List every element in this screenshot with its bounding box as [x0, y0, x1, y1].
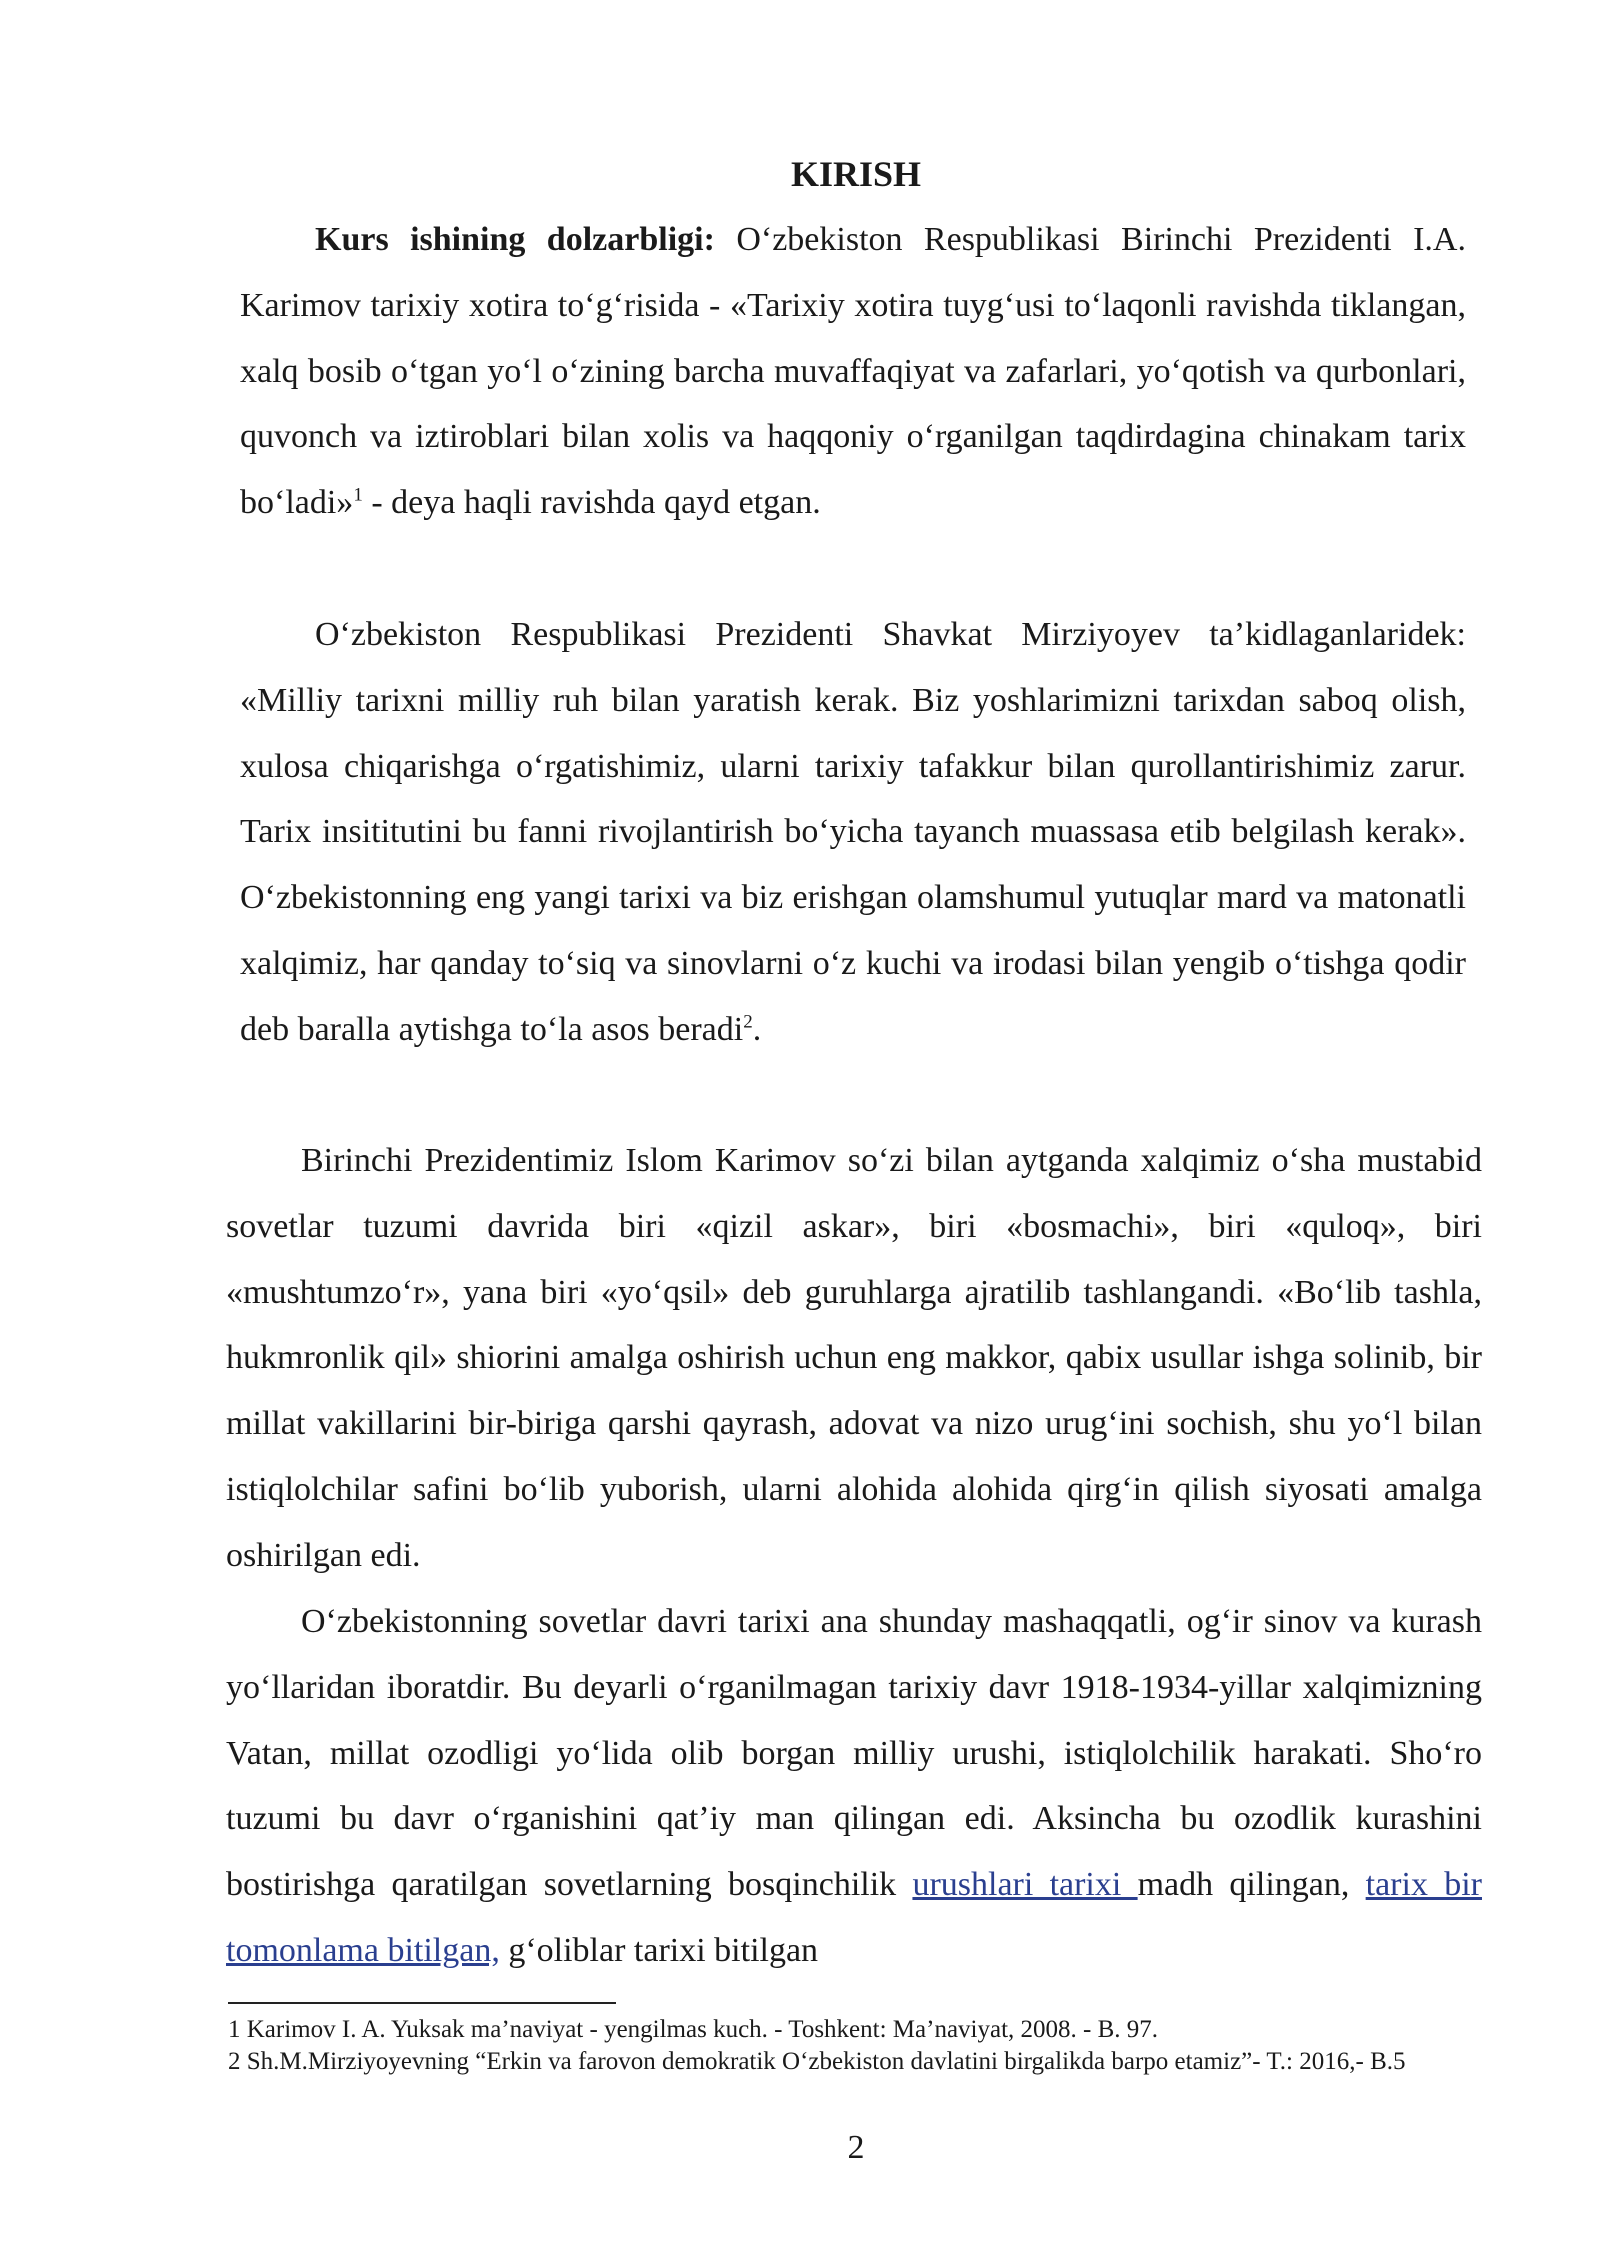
intro-text: O‘zbekiston Respublikasi Birinchi Prezidenti I.A. Karimov tarixiy xotira to‘g‘risida - «Tarixiy xotira tuyg‘usi to‘laqonli ravishda tiklangan, xalq bosib o‘tgan yo‘l o‘zining barcha muvaffaqiyat va zafarlari, yo‘qotish va qurbonlari, quvonch va iztiroblari bilan xolis va haqqoniy o‘rganilgan taqdirdagina chinakam tarix bo‘ladi» [240, 221, 1466, 522]
para2-text: O‘zbekiston Respublikasi Prezidenti Shavkat Mirziyoyev ta’kidlaganlaridek: «Milliy tarixni milliy ruh bilan yaratish kerak. Biz yoshlarimizni tarixdan saboq olish, xulosa chiqarishga o‘rgatishimiz, ularni tarixiy tafakkur bilan qurollantirishimiz zarur. Tarix insititutini bu fanni rivojlantirish bo‘yicha tayanch muassasa etib belgilash kerak». O‘zbekistonning eng yangi tarixi va biz erishgan olamshumul yutuqlar mard va matonatli xalqimiz, har qanday to‘siq va sinovlarni o‘z kuchi va irodasi bilan yengib o‘tishga qodir deb baralla aytishga to‘la asos beradi [240, 616, 1466, 1048]
paragraph-3: Birinchi Prezidentimiz Islom Karimov so‘zi bilan aytganda xalqimiz o‘sha mustabid sovetlar tuzumi davrida biri «qizil askar», biri «bosmachi», biri «quloq», biri «mushtumzo‘r», yana biri «yo‘qsil» deb guruhlarga ajratilib tashlangandi. «Bo‘lib tashla, hukmronlik qil» shiorini amalga oshirish uchun eng makkor, qabix usullar ishga solinib, bir millat vakillarini bir-biriga qarshi qayrash, adovat va nizo urug‘ini sochish, shu yo‘l bilan istiqlolchilar safini bo‘lib yuborish, ularni alohida alohida qirg‘in qilish siyosati amalga oshirilgan edi. [226, 1142, 1482, 1574]
footnote-separator [228, 2002, 616, 2004]
link-urushlari-tarixi[interactable]: urushlari tarixi [912, 1866, 1138, 1904]
footnote-ref-1[interactable]: 1 [353, 484, 363, 506]
intro-tail: - deya haqli ravishda qayd etgan. [362, 484, 821, 522]
footnote-ref-2[interactable]: 2 [743, 1011, 753, 1033]
footnotes [228, 2014, 1480, 2078]
page-title: KIRISH [790, 154, 922, 194]
paragraph-2 [240, 602, 1466, 1063]
para4-tail: g‘oliblar tarixi bitilgan [499, 1931, 819, 1969]
footnote-1: 1 Karimov I. A. Yuksak ma’naviyat - yengilmas kuch. - Toshkent: Ma’naviyat, 2008. - B. 97. [228, 2016, 1159, 2043]
link-tarix-bir-tomonlama[interactable]: tarix bir tomonlama bitilgan, [226, 1866, 1482, 1969]
intro-lead: Kurs ishining dolzarbligi: [315, 221, 715, 258]
para2-tail: . [752, 1010, 762, 1048]
page-number: 2 [847, 2129, 865, 2166]
para4-mid: madh qilingan, [1137, 1866, 1366, 1904]
footnote-2: 2 Sh.M.Mirziyoyevning “Erkin va farovon demokratik O‘zbekiston davlatini birgalikda barpo etamiz”- T.: 2016,- B.5 [228, 2048, 1406, 2075]
para4-text: O‘zbekistonning sovetlar davri tarixi ana shunday mashaqqatli, og‘ir sinov va kurash yo‘llaridan iboratdir. Bu deyarli o‘rganilmagan tarixiy davr 1918-1934-yillar xalqimizning Vatan, millat ozodligi yo‘lida olib borgan milliy urushi, istiqlolchilik harakati. Sho‘ro tuzumi bu davr o‘rganishini qat’iy man qilingan edi. Aksincha bu ozodlik kurashini bostirishga qaratilgan sovetlarning bosqinchilik [226, 1603, 1482, 1904]
paragraph-4 [226, 1589, 1482, 1984]
paragraph-intro [240, 207, 1466, 536]
